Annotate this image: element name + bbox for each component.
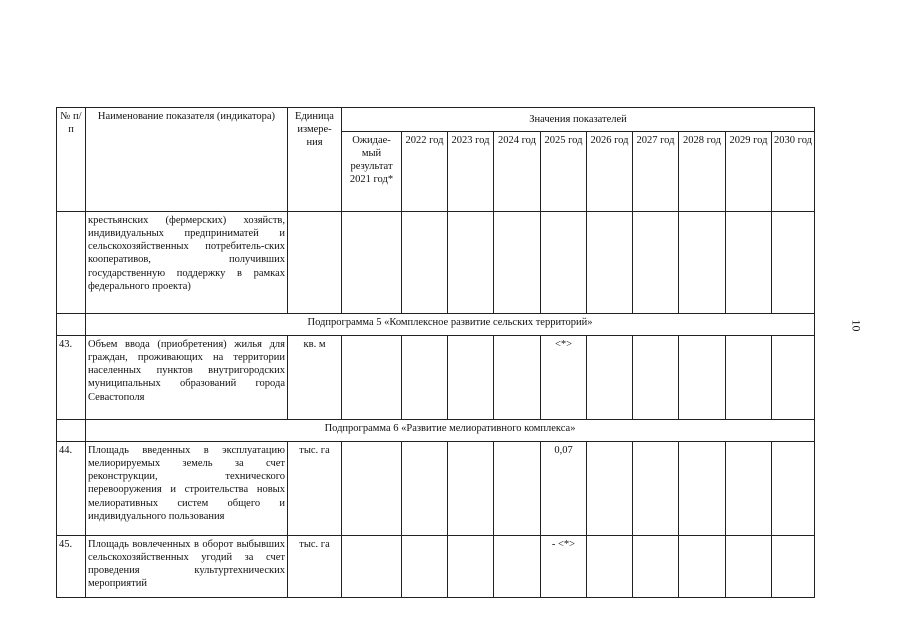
value-cell — [402, 536, 448, 598]
indicators-table — [56, 107, 815, 598]
header-unit: Единица измере-ния — [288, 108, 342, 212]
value-cell: - <*> — [541, 536, 587, 598]
value-cell — [633, 536, 679, 598]
value-cell — [541, 212, 587, 314]
row-number — [57, 212, 86, 314]
value-cell — [726, 212, 772, 314]
header-year: 2023 год — [448, 132, 494, 212]
subprogram-num-cell — [57, 420, 86, 442]
indicator-name: Объем ввода (приобретения) жилья для граждан, проживающих на территории населенных пунктов внутригородских муниципальных образований города Севастополя — [86, 336, 288, 420]
subprogram-title: Подпрограмма 5 «Комплексное развитие сельских территорий» — [86, 314, 815, 336]
table-row — [57, 212, 815, 314]
value-cell — [448, 536, 494, 598]
value-cell — [448, 212, 494, 314]
header-year: 2022 год — [402, 132, 448, 212]
value-cell — [494, 536, 541, 598]
value-cell — [494, 212, 541, 314]
header-values: Значения показателей — [342, 108, 815, 132]
row-number: 45. — [57, 536, 86, 598]
value-cell — [679, 536, 726, 598]
value-cell — [772, 336, 815, 420]
header-year: 2024 год — [494, 132, 541, 212]
value-cell — [633, 442, 679, 536]
value-cell — [342, 442, 402, 536]
value-cell — [587, 336, 633, 420]
value-cell — [494, 336, 541, 420]
value-cell — [342, 536, 402, 598]
unit-cell — [288, 212, 342, 314]
header-name: Наименование показателя (индикатора) — [86, 108, 288, 212]
value-cell — [587, 536, 633, 598]
value-cell — [402, 336, 448, 420]
value-cell — [494, 442, 541, 536]
value-cell — [726, 336, 772, 420]
unit-cell: тыс. га — [288, 536, 342, 598]
header-year: 2028 год — [679, 132, 726, 212]
table-row — [57, 536, 815, 598]
header-num: № п/п — [57, 108, 86, 212]
indicator-name: Площадь введенных в эксплуатацию мелиорируемых земель за счет реконструкции, технического перевооружения и строительства новых мелиоративных систем общего и индивидуального пользования — [86, 442, 288, 536]
value-cell — [342, 336, 402, 420]
table-row — [57, 336, 815, 420]
value-cell — [448, 442, 494, 536]
value-cell — [402, 212, 448, 314]
value-cell: <*> — [541, 336, 587, 420]
value-cell — [402, 442, 448, 536]
header-year: 2027 год — [633, 132, 679, 212]
unit-cell: кв. м — [288, 336, 342, 420]
subprogram-row — [57, 420, 815, 442]
value-cell — [772, 536, 815, 598]
value-cell — [587, 442, 633, 536]
value-cell — [633, 336, 679, 420]
value-cell — [679, 336, 726, 420]
indicator-name: Площадь вовлеченных в оборот выбывших сельскохозяйственных угодий за счет проведения культуртехнических мероприятий — [86, 536, 288, 598]
value-cell — [587, 212, 633, 314]
value-cell — [726, 536, 772, 598]
value-cell — [633, 212, 679, 314]
subprogram-num-cell — [57, 314, 86, 336]
subprogram-title: Подпрограмма 6 «Развитие мелиоративного комплекса» — [86, 420, 815, 442]
header-year: 2026 год — [587, 132, 633, 212]
header-year: Ожидае-мый результат 2021 год* — [342, 132, 402, 212]
value-cell — [772, 442, 815, 536]
value-cell — [679, 442, 726, 536]
value-cell — [726, 442, 772, 536]
indicator-name: крестьянских (фермерских) хозяйств, индивидуальных предприниматей и сельскохозяйственных потребитель-ских кооперативов, получивших государственную поддержку в рамках федерального проекта) — [86, 212, 288, 314]
page-number: 10 — [849, 319, 864, 332]
subprogram-row — [57, 314, 815, 336]
value-cell — [679, 212, 726, 314]
header-year: 2025 год — [541, 132, 587, 212]
value-cell: 0,07 — [541, 442, 587, 536]
unit-cell: тыс. га — [288, 442, 342, 536]
value-cell — [772, 212, 815, 314]
row-number: 44. — [57, 442, 86, 536]
value-cell — [342, 212, 402, 314]
header-year: 2030 год — [772, 132, 815, 212]
value-cell — [448, 336, 494, 420]
table-row — [57, 442, 815, 536]
row-number: 43. — [57, 336, 86, 420]
header-year: 2029 год — [726, 132, 772, 212]
